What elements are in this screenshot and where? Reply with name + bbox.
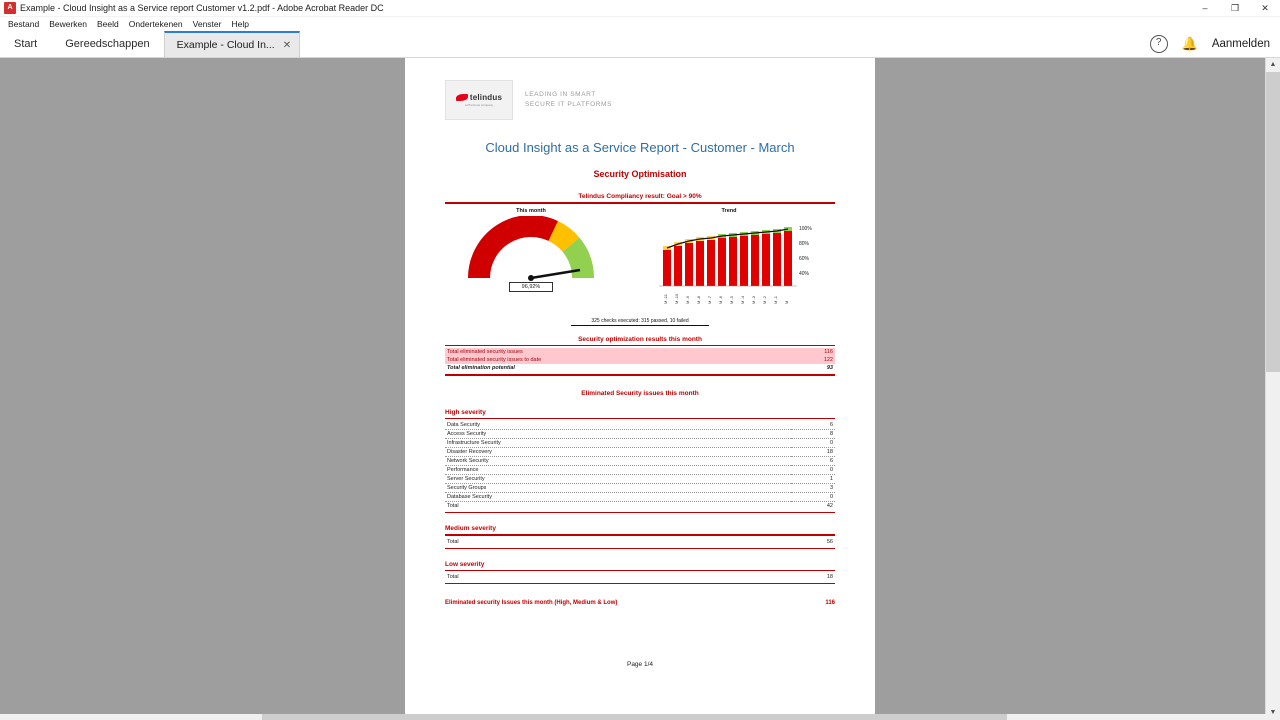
scroll-down-icon[interactable]: ▼: [1269, 709, 1277, 716]
title-bar: [0, 0, 1280, 17]
gauge-svg: [451, 216, 611, 286]
minimize-button[interactable]: –: [1202, 3, 1208, 13]
summary-row: [445, 600, 835, 606]
row-label: Performance: [445, 466, 791, 475]
row-value: 0: [791, 439, 835, 448]
svg-text:M -7: M -7: [707, 295, 712, 304]
gauge-chart-label: This month: [516, 207, 546, 214]
row-value: 18: [791, 448, 835, 457]
row-value: 122: [791, 356, 835, 364]
window-controls: [1190, 0, 1280, 16]
page-title: Cloud Insight as a Service Report - Customer - March: [485, 140, 795, 155]
table-row: [445, 356, 835, 364]
row-value: 0: [791, 493, 835, 502]
pdf-viewer: [0, 58, 1280, 720]
table-row: [445, 421, 835, 430]
table-row: [445, 439, 835, 448]
close-button[interactable]: ✕: [1261, 2, 1269, 13]
gauge-value-label: 96,92%: [509, 282, 553, 292]
menu-beeld[interactable]: Beeld: [97, 19, 119, 29]
scroll-thumb[interactable]: [1266, 72, 1280, 372]
svg-text:M -2: M -2: [762, 295, 767, 304]
svg-text:M -5: M -5: [729, 295, 734, 304]
row-label: Infrastructure Security: [445, 439, 791, 448]
svg-text:M -11: M -11: [663, 293, 668, 304]
checks-note: 325 checks executed: 315 passed, 10 failed: [591, 317, 689, 324]
checks-note-underline: [571, 325, 709, 326]
row-value: 56: [826, 538, 833, 545]
row-value: 93: [826, 365, 833, 371]
row-label: Database Security: [445, 493, 791, 502]
compliancy-header: Telindus Compliancy result: Goal > 90%: [578, 193, 702, 200]
table-row: [445, 448, 835, 457]
table-row: [445, 475, 835, 484]
scroll-up-icon[interactable]: ▲: [1269, 61, 1277, 68]
trend-y-axis: [799, 208, 829, 308]
tab-gereedschappen[interactable]: Gereedschappen: [65, 38, 150, 50]
row-label: Total eliminated security issues: [445, 348, 791, 356]
menu-bewerken[interactable]: Bewerken: [49, 19, 88, 29]
eliminated-header: Eliminated Security issues this month: [581, 389, 699, 397]
table-row: [445, 364, 835, 372]
maximize-button[interactable]: ❐: [1230, 2, 1240, 13]
horizontal-scrollbar[interactable]: [0, 714, 1266, 720]
row-label: Total: [447, 503, 459, 509]
acrobat-icon: A: [4, 2, 16, 14]
severity-low-title: Low severity: [445, 560, 485, 568]
trend-svg: [659, 216, 799, 306]
row-value: 116: [791, 348, 835, 356]
divider: [445, 374, 835, 376]
section-title: Security Optimisation: [593, 169, 687, 179]
svg-text:M -9: M -9: [685, 295, 690, 304]
row-label: Total: [447, 574, 459, 580]
severity-low-table: [445, 573, 835, 581]
divider: [445, 202, 835, 204]
row-label: Security Groups: [445, 484, 791, 493]
row-label: Data Security: [445, 421, 791, 430]
row-value: 18: [826, 574, 833, 580]
results-table: [445, 348, 835, 372]
report-header: [445, 80, 835, 120]
svg-text:M -8: M -8: [696, 295, 701, 304]
tab-bar: [0, 31, 1280, 58]
svg-text:M: M: [784, 300, 789, 304]
table-row: [445, 484, 835, 493]
svg-text:M -1: M -1: [773, 295, 778, 304]
trend-chart-label: Trend: [721, 207, 737, 214]
page-footer: Page 1/4: [626, 661, 654, 668]
ytick-60: 60%: [799, 255, 810, 262]
svg-text:M -10: M -10: [674, 293, 679, 304]
table-row: [445, 430, 835, 439]
results-header: Security optimization results this month: [578, 335, 702, 343]
row-label: Total eliminated security issues to date: [445, 356, 791, 364]
telindus-logo: [445, 80, 513, 120]
table-row-total: [445, 538, 835, 546]
table-row: [445, 348, 835, 356]
severity-high-table: [445, 421, 835, 510]
summary-label: Eliminated security Issues this month (High, Medium & Low): [445, 600, 618, 606]
severity-high-title: High severity: [445, 408, 486, 416]
menu-help[interactable]: Help: [231, 19, 249, 29]
bell-icon[interactable]: 🔔: [1181, 36, 1198, 51]
tagline-line-2: SECURE IT PLATFORMS: [525, 101, 613, 108]
sign-in-button[interactable]: Aanmelden: [1211, 38, 1270, 50]
tagline-line-1: LEADING IN SMART: [525, 91, 596, 99]
svg-text:M -3: M -3: [751, 295, 756, 304]
row-label: Total: [447, 538, 459, 545]
row-value: 0: [791, 466, 835, 475]
logo-swoosh-icon: [456, 94, 468, 101]
severity-medium-title: Medium severity: [445, 525, 496, 532]
divider: [445, 548, 835, 549]
ytick-80: 80%: [799, 240, 810, 247]
row-label: Network Security: [445, 457, 791, 466]
close-icon[interactable]: ✕: [282, 39, 292, 51]
table-row-total: [445, 573, 835, 581]
table-row: [445, 493, 835, 502]
row-label: Disaster Recovery: [445, 448, 791, 457]
divider: [445, 534, 835, 536]
table-row: [445, 457, 835, 466]
menu-bestand[interactable]: Bestand: [8, 19, 40, 29]
row-label: Total elimination potential: [447, 365, 515, 371]
logo-wordmark: telindus: [469, 93, 503, 102]
row-label: Server Security: [445, 475, 791, 484]
row-value: 6: [791, 421, 835, 430]
help-icon[interactable]: ?: [1150, 35, 1168, 53]
tab-start[interactable]: Start: [14, 38, 38, 50]
divider: [445, 570, 835, 572]
gauge-chart: [451, 208, 611, 308]
logo-subtext: a Proximus company: [464, 103, 493, 107]
row-value: 8: [791, 430, 835, 439]
row-label: Access Security: [445, 430, 791, 439]
ytick-40: 40%: [799, 270, 810, 277]
row-value: 3: [791, 484, 835, 493]
menu-bar: [0, 17, 1280, 31]
charts-row: [445, 206, 835, 308]
menu-venster[interactable]: Venster: [192, 19, 222, 29]
document-tab-label: Example - Cloud In...: [176, 39, 275, 51]
summary-value: 116: [825, 600, 835, 606]
window-title: Example - Cloud Insight as a Service report Customer v1.2.pdf - Adobe Acrobat Reader DC: [20, 3, 384, 13]
pdf-page: [405, 58, 875, 720]
divider: [445, 418, 835, 420]
divider: [445, 583, 835, 584]
severity-medium-table: [445, 538, 835, 546]
tab-bar-right: [1150, 31, 1280, 57]
row-value: 42: [826, 503, 833, 509]
row-value: 6: [791, 457, 835, 466]
divider: [445, 345, 835, 347]
svg-text:M -6: M -6: [718, 295, 723, 304]
divider: [445, 512, 835, 513]
tagline: [525, 90, 612, 110]
table-row-total: [445, 502, 835, 511]
row-value: 1: [791, 475, 835, 484]
table-row: [445, 466, 835, 475]
vertical-scrollbar[interactable]: [1265, 58, 1280, 720]
horizontal-scroll-thumb[interactable]: [262, 714, 1007, 720]
menu-ondertekenen[interactable]: Ondertekenen: [128, 19, 183, 29]
trend-chart: [659, 208, 829, 308]
svg-text:M -4: M -4: [740, 295, 745, 304]
document-tab[interactable]: [164, 31, 300, 57]
ytick-100: 100%: [799, 225, 812, 232]
